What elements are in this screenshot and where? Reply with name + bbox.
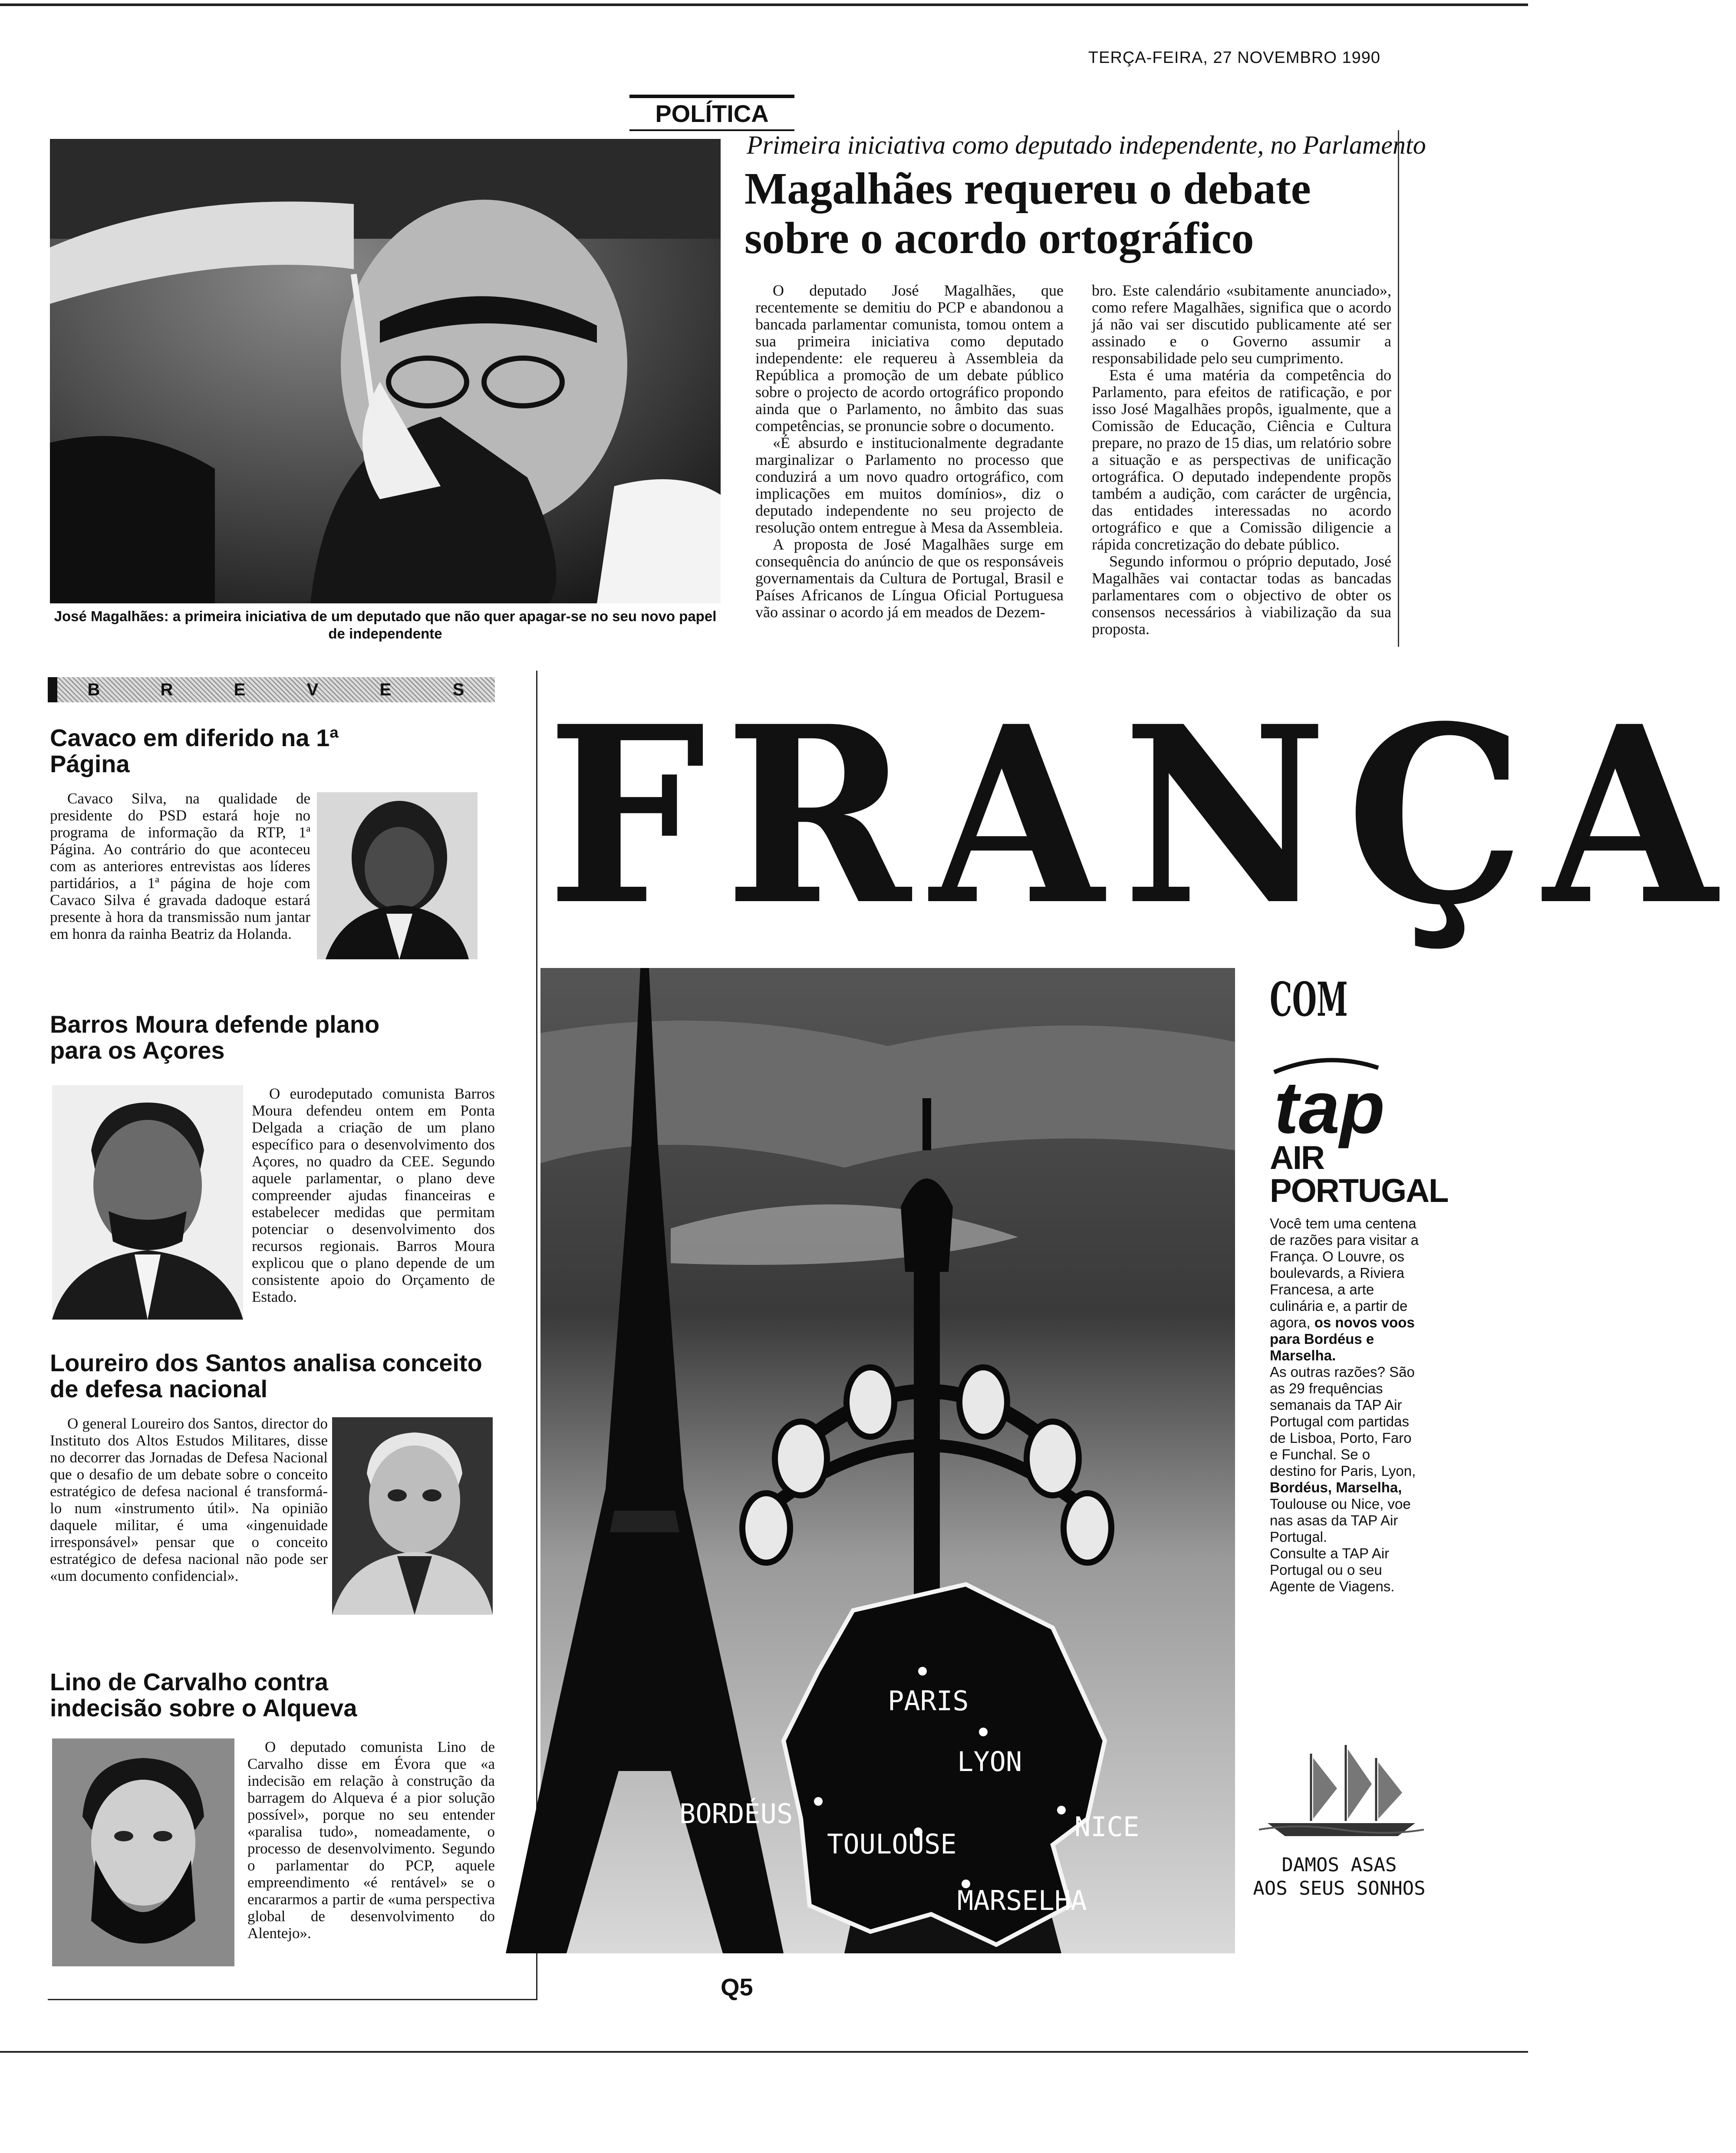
breve-body-lino-carvalho — [247, 1738, 495, 1942]
ad-text: Toulouse ou Nice, voe nas asas da TAP Air Portugal. — [1270, 1496, 1411, 1545]
tap-brand — [1270, 1139, 1448, 1209]
footer-logo: Q5 — [721, 1973, 753, 2001]
tap-brand-line: AIR — [1270, 1139, 1324, 1176]
article-paragraph: Segundo informou o próprio deputado, José Magalhães vai contactar todas as bancadas parlamentares com o objectivo de obter os consensos necessários à viabilização da sua proposta. — [1092, 553, 1391, 638]
ad-text: Você tem uma centena de razões para visitar a França. O Louvre, os boulevards, a Riviera Francesa, a arte culinária e, a partir de agora, — [1270, 1215, 1419, 1330]
breve-body-cavaco — [50, 790, 310, 942]
article-paragraph: Esta é uma matéria da competência do Parlamento, para efeitos de ratificação, e por isso José Magalhães propôs, igualmente, que a Comissão de Educação, Ciência e Cultura prepare, no prazo de 15 dias, um relatório sobre a situação e as perspectivas de unificação ortográfica. O deputado independente propõs também a audição, com carácter de urgência, das entidades interessadas no acordo ortográfico e que a Comissão diligencie a rápida concretização do debate público. — [1092, 366, 1391, 553]
breve-paragraph: Cavaco Silva, na qualidade de presidente do PSD estará hoje no programa de informação da RTP, 1ª Página. Ao contrário do que aconteceu com as anteriores entrevistas aos líderes partidários, a 1ª página de hoje com Cavaco Silva é gravada dadoque estará presente à hora da transmissão num jantar em honra da rainha Beatriz da Holanda. — [50, 790, 310, 942]
breve-title-lino-carvalho: Lino de Carvalho contra indecisão sobre o Alqueva — [50, 1668, 357, 1722]
loureiro-photo — [332, 1417, 493, 1615]
ad-city-label: PARIS — [888, 1685, 969, 1717]
ad-text-bold: Bordéus, Marselha, — [1270, 1479, 1402, 1495]
breves-letter: E — [234, 680, 246, 699]
breve-body-barros-moura — [252, 1085, 495, 1305]
breves-letter: R — [160, 680, 173, 699]
bottom-rule — [0, 2051, 1528, 2053]
tap-logo-text: tap — [1274, 1067, 1385, 1149]
ad-slogan-line: AOS SEUS SONHOS — [1253, 1877, 1426, 1900]
ad-text-bold: os novos voos para Bordéus e Marselha. — [1270, 1314, 1415, 1363]
breves-letter: V — [306, 680, 319, 699]
breve-title-cavaco: Cavaco em diferido na 1ª Página — [50, 724, 339, 777]
barros-moura-photo — [52, 1085, 243, 1320]
ad-city-label: NICE — [1074, 1811, 1140, 1843]
breves-letter: E — [379, 680, 392, 699]
ad-text: As outras razões? São as 29 frequências semanais da TAP Air Portugal com partidas de Lisboa, Porto, Faro e Funchal. Se o destino for Paris, Lyon, — [1270, 1364, 1416, 1479]
ad-city-label: LYON — [957, 1746, 1022, 1778]
cavaco-photo — [317, 792, 478, 959]
breve-paragraph: O eurodeputado comunista Barros Moura defendeu ontem em Ponta Delgada a criação de um plano específico para o desenvolvimento dos Açores, no quadro da CEE. Segundo aquele parlamentar, o plano deve compreender ajudas financeiras e estabelecer medidas que permitam potenciar o desenvolvimento dos recursos regionais. Barros Moura explicou que o plano depende de um consistente apoio do Orçamento de Estado. — [252, 1085, 495, 1305]
breves-block — [48, 677, 57, 702]
breve-paragraph: O deputado comunista Lino de Carvalho disse em Évora que «a indecisão em relação à construção da barragem do Alqueva é a pior solução possível», porque no seu entender «paralisa tudo», nomeadamente, o processo de desenvolvimento. Segundo o parlamentar do PCP, aquele empreendimento «é rentável» se o encararmos a partir de «uma perspectiva global de desenvolvimento do Alentejo». — [247, 1738, 495, 1942]
tap-logo — [1270, 1055, 1385, 1149]
breve-body-loureiro — [50, 1415, 328, 1584]
article-headline: Magalhães requereu o debate sobre o acordo ortográfico — [744, 164, 1311, 263]
ad-slogan — [1248, 1853, 1430, 1900]
ship-icon — [1259, 1736, 1424, 1840]
article-paragraph: «É absurdo e institucionalmente degradante marginalizar o Parlamento no processo que conduzirá a um novo quadro ortográfico, com implicações em muitos domínios», diz o deputado independente no seu projecto de resolução ontem entregue à Mesa da Assembleia. — [755, 434, 1064, 536]
breves-letter: B — [87, 680, 100, 699]
main-photo — [50, 139, 721, 603]
article-column-2 — [1092, 282, 1391, 638]
article-column-1 — [755, 282, 1064, 621]
section-tag: POLÍTICA — [629, 95, 794, 131]
ad-com: COM — [1270, 972, 1348, 1027]
breve-title-barros-moura: Barros Moura defende plano para os Açores — [50, 1011, 380, 1064]
ad-city-label: MARSELHA — [957, 1885, 1087, 1916]
breves-letter: S — [452, 680, 464, 699]
article-kicker: Primeira iniciativa como deputado independente, no Parlamento — [747, 131, 1426, 159]
breve-paragraph: O general Loureiro dos Santos, director do Instituto dos Altos Estudos Militares, disse no decorrer das Jornadas de Defesa Nacional que o desafio de um debate sobre o conceito estratégico de defesa nacional é transformá-lo num «instrumento útil». Na opinião daquele militar, é uma «ingenuidade irresponsável» pensar que o conceito estratégico de defesa nacional não pode ser «um documento confidencial». — [50, 1415, 328, 1584]
top-rule — [0, 3, 1528, 6]
lino-carvalho-photo — [52, 1738, 234, 1966]
article-paragraph: bro. Este calendário «subitamente anunciado», como refere Magalhães, significa que o acordo já não vai ser discutido publicamente até ser assinado e o Governo assumir a responsabilidade pelo seu cumprimento. — [1092, 282, 1391, 367]
photo-caption: José Magalhães: a primeira iniciativa de um deputado que não quer apagar-se no seu novo papel de independente — [54, 608, 717, 642]
ad-text: Consulte a TAP Air Portugal ou o seu Agente de Viagens. — [1270, 1545, 1395, 1594]
ad-city-label: TOULOUSE — [827, 1828, 957, 1860]
ad-slogan-line: DAMOS ASAS — [1281, 1854, 1397, 1876]
ad-title: FRANÇA — [547, 673, 1736, 959]
tap-brand-line: PORTUGAL — [1270, 1172, 1448, 1209]
article-paragraph: O deputado José Magalhães, que recentemente se demitiu do PCP e abandonou a bancada parlamentar comunista, tomou ontem a sua primeira iniciativa como deputado independente: ele requereu à Assembleia da República a promoção de um debate público sobre o projecto de acordo ortográfico propondo ainda que o Parlamento, no âmbito das suas competências, se pronuncie sobre o documento. — [755, 282, 1064, 435]
page-date: TERÇA-FEIRA, 27 NOVEMBRO 1990 — [1088, 49, 1380, 67]
ad-city-label: BORDÉUS — [679, 1798, 793, 1830]
breve-title-loureiro: Loureiro dos Santos analisa conceito de defesa nacional — [50, 1349, 482, 1402]
ad-image-paris — [540, 968, 1235, 1953]
article-paragraph: A proposta de José Magalhães surge em consequência do anúncio de que os responsáveis governamentais da Cultura de Portugal, Brasil e Países Africanos de Língua Oficial Portuguesa vão assinar o acordo já em meados de Dezem- — [755, 536, 1064, 621]
ad-body-text — [1270, 1215, 1420, 1595]
breves-header — [48, 677, 495, 702]
